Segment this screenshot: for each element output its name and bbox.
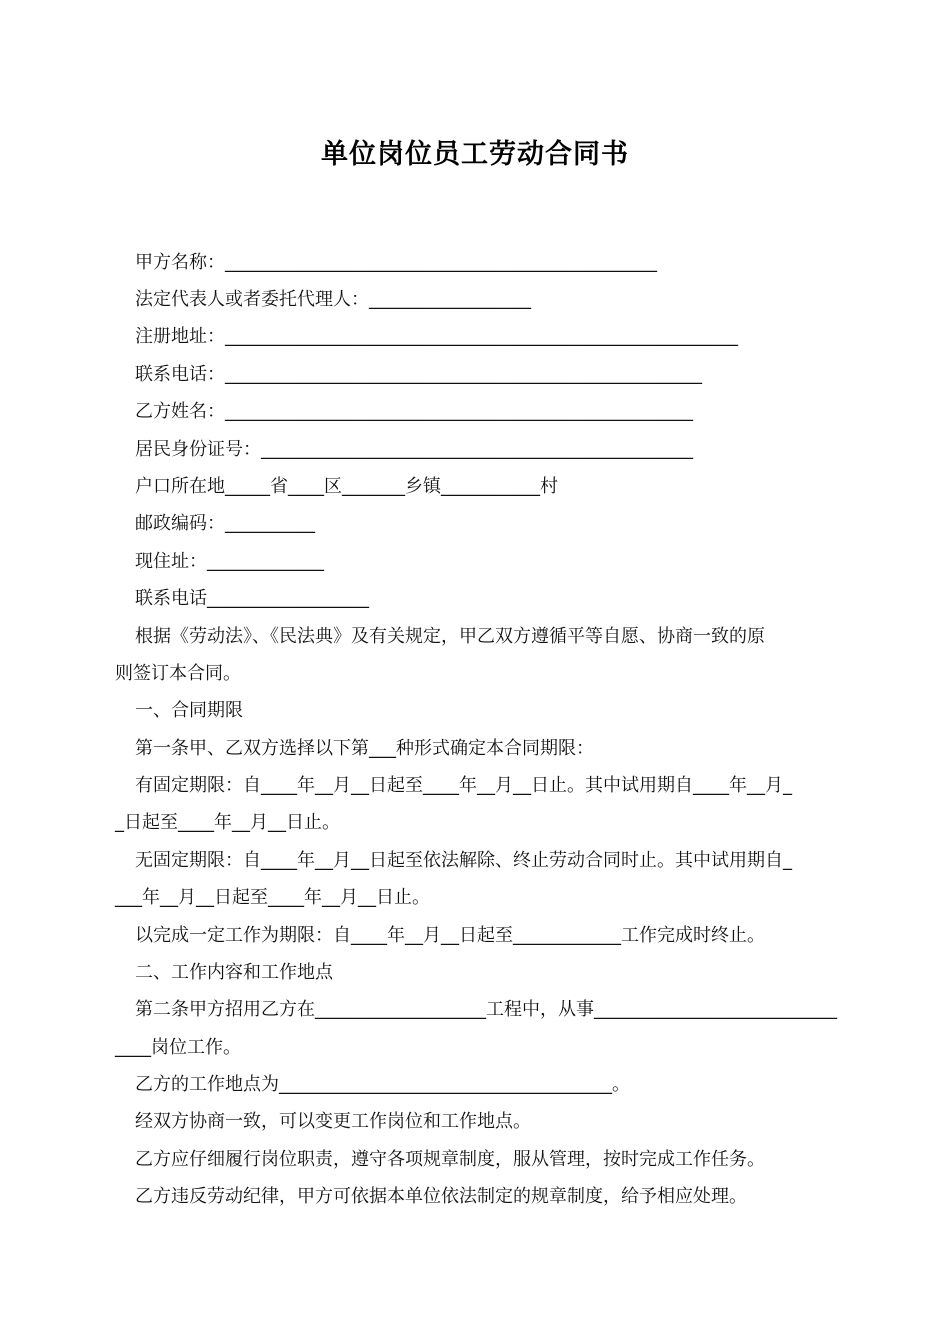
legal-representative-line: 法定代表人或者委托代理人：__________________: [135, 289, 531, 310]
id-number-line: 居民身份证号：________________________________________________: [135, 439, 693, 460]
task-term-line: 以完成一定工作为期限：自____年__月__日起至____________工作完成时终止。: [135, 925, 765, 946]
discipline-line: 乙方违反劳动纪律，甲方可依据本单位依法制定的规章制度，给予相应处理。: [135, 1186, 747, 1207]
section-heading-term: 一、合同期限: [135, 700, 243, 721]
work-location-line: 乙方的工作地点为_____________________________________。: [135, 1074, 630, 1095]
preamble-line-2: 则签订本合同。: [115, 663, 241, 684]
registered-address-line: 注册地址：_________________________________________________________: [135, 326, 738, 347]
section-heading-work: 二、工作内容和工作地点: [135, 962, 333, 983]
change-agreement-line: 经双方协商一致，可以变更工作岗位和工作地点。: [135, 1111, 531, 1132]
party-a-name-line: 甲方名称：________________________________________________: [135, 252, 657, 273]
article-2-line-1: 第二条甲方招用乙方在___________________工程中，从事___________________________: [135, 999, 837, 1020]
open-term-line-1: 无固定期限：自____年__月__日起至依法解除、终止劳动合同时止。其中试用期自_: [135, 850, 792, 871]
household-registration-line: 户口所在地_____省____区_______乡镇___________村: [135, 476, 558, 497]
open-term-line-2: ___年__月__日起至____年__月__日止。: [115, 887, 430, 908]
page-title: 单位岗位员工劳动合同书: [321, 139, 629, 170]
article-2-line-2: ____岗位工作。: [115, 1037, 241, 1058]
preamble-line-1: 根据《劳动法》、《民法典》及有关规定，甲乙双方遵循平等自愿、协商一致的原: [135, 626, 765, 647]
party-b-name-line: 乙方姓名：____________________________________________________: [135, 401, 693, 422]
postal-code-line: 邮政编码：__________: [135, 513, 315, 534]
party-b-phone-line: 联系电话__________________: [135, 588, 369, 609]
fixed-term-line-2: _日起至____年__月__日止。: [115, 812, 340, 833]
current-address-line: 现住址：_____________: [135, 551, 324, 572]
article-1-line: 第一条甲、乙双方选择以下第___种形式确定本合同期限：: [135, 738, 594, 759]
party-a-phone-line: 联系电话：_____________________________________________________: [135, 364, 702, 385]
duties-line: 乙方应仔细履行岗位职责，遵守各项规章制度，服从管理，按时完成工作任务。: [135, 1149, 765, 1170]
fixed-term-line-1: 有固定期限：自____年__月__日起至____年__月__日止。其中试用期自____年__月_: [135, 775, 792, 796]
